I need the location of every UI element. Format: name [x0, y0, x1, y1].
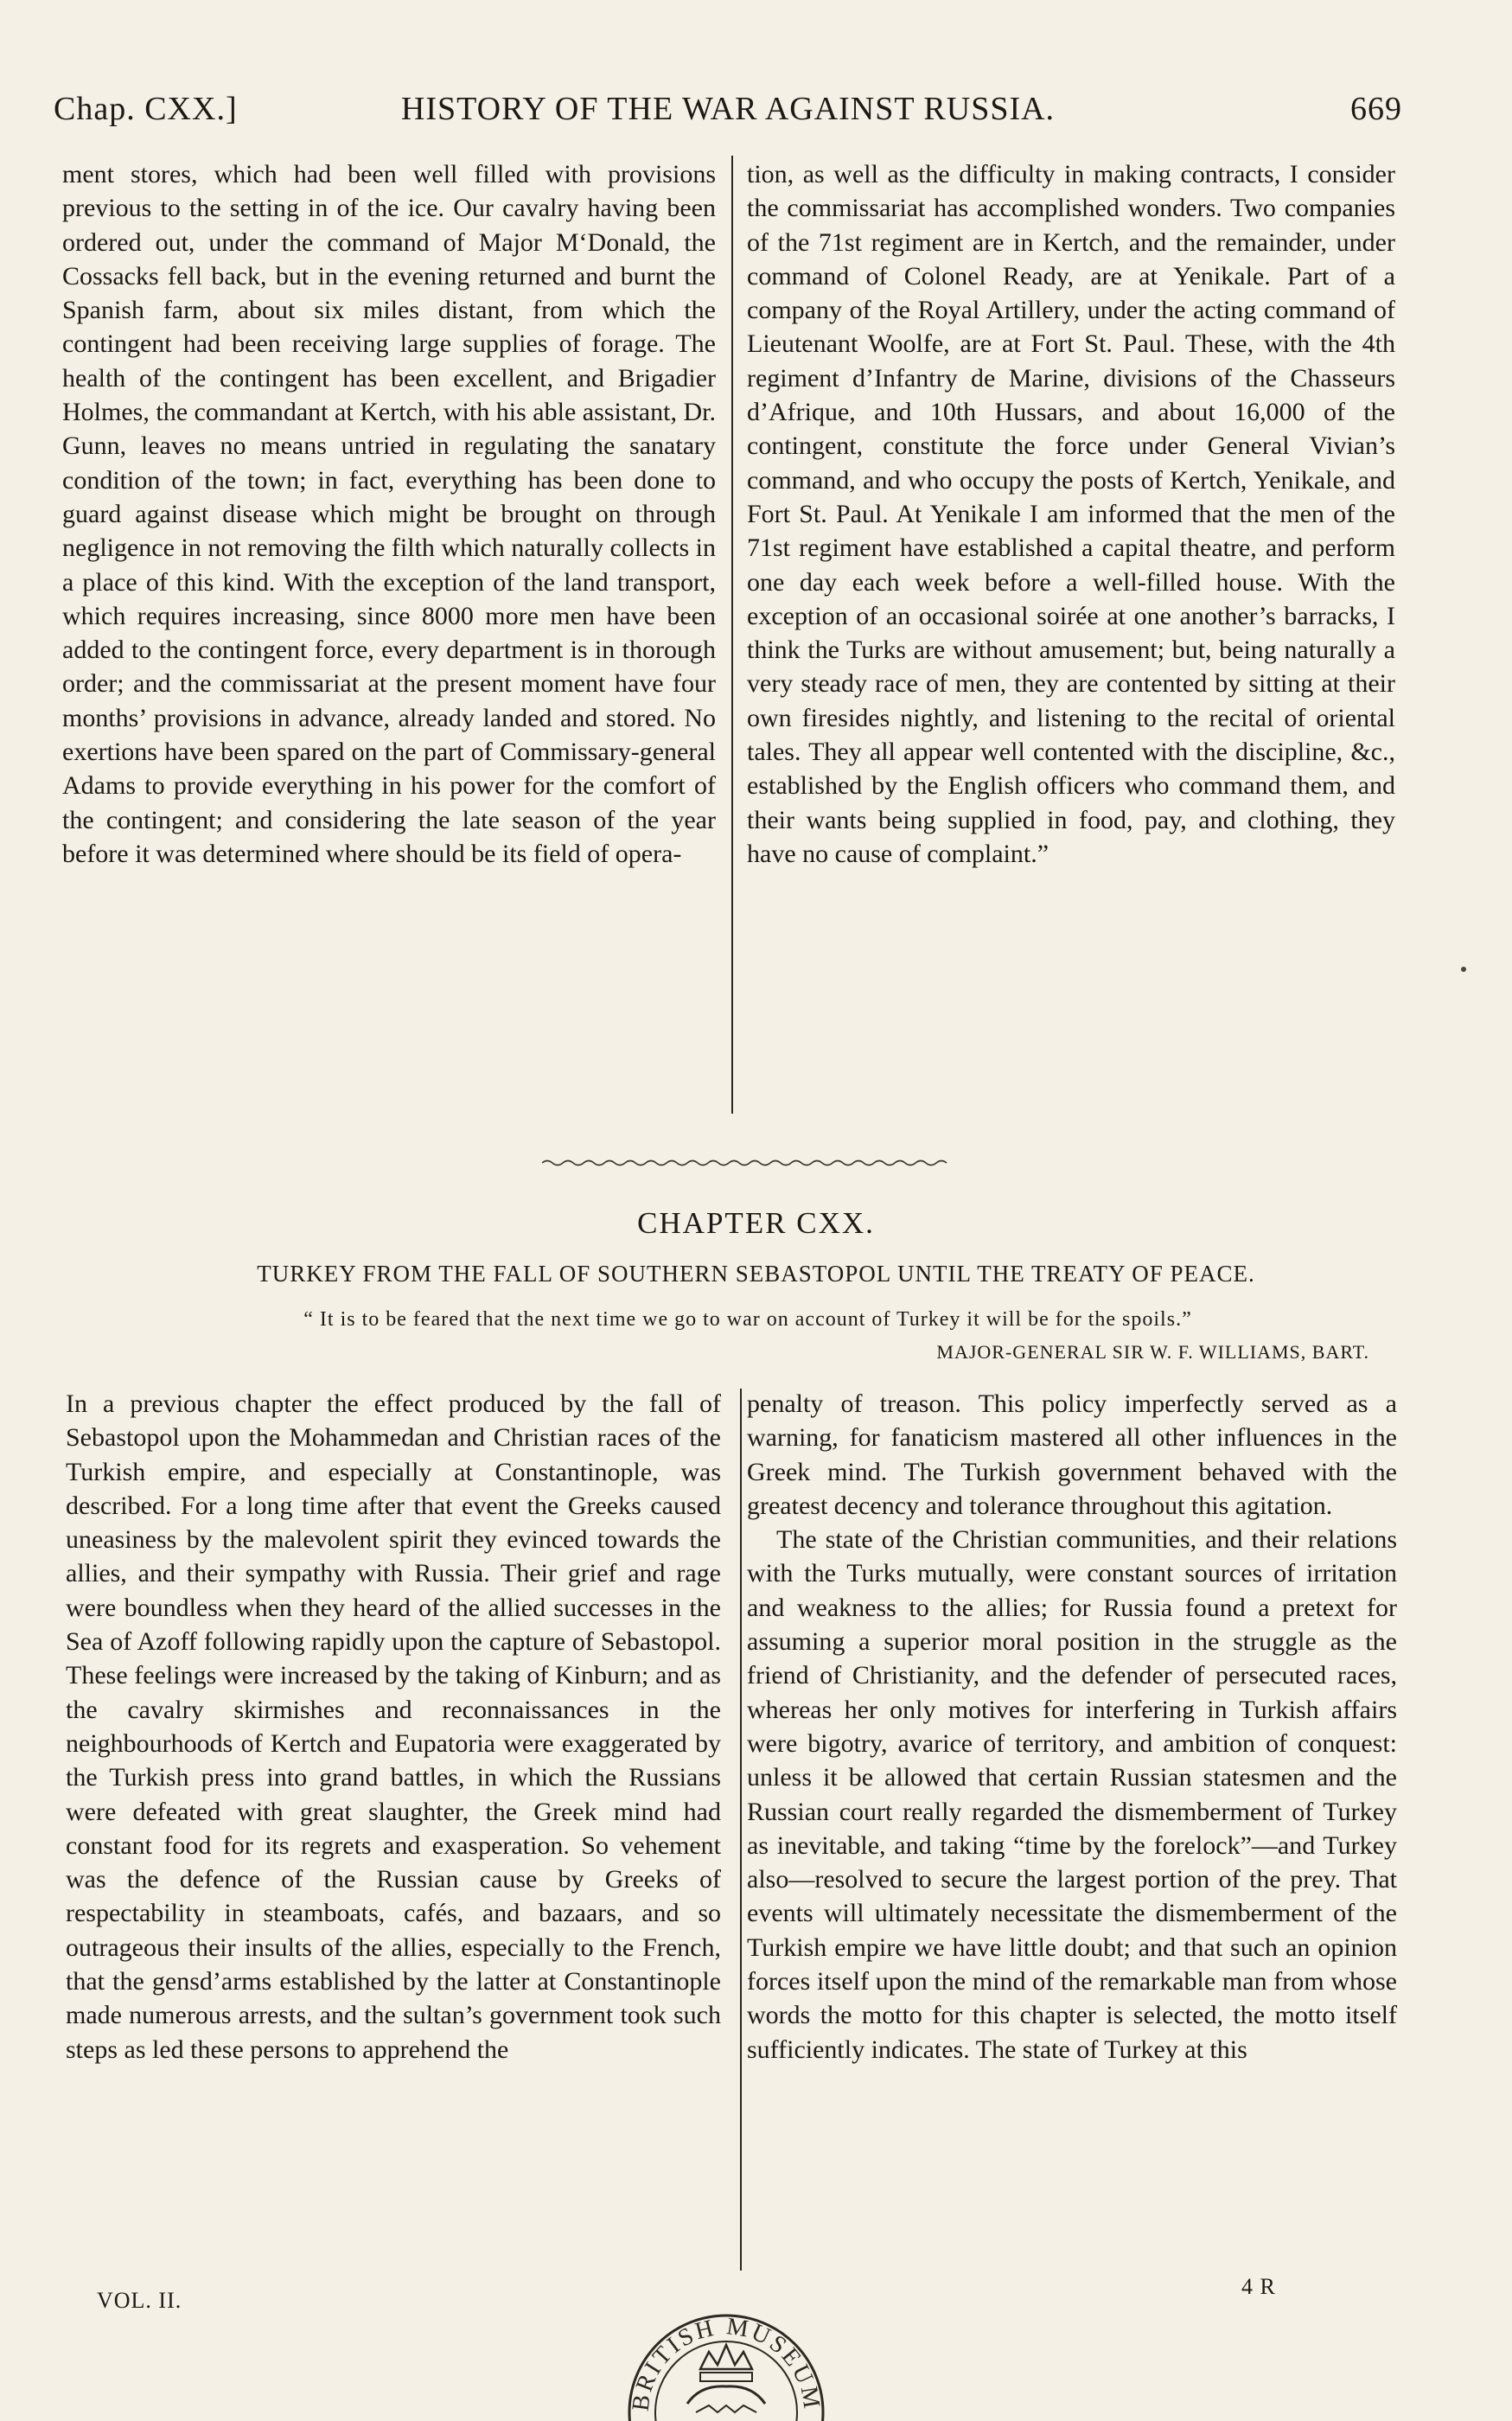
- bottom-left-paragraph: In a previous chapter the effect produced by the fall of Sebastopol upon the Mohammedan and Christian races of the Turkish empire, and especially at Constantinople, was described. For a long time after that event the Greeks caused uneasiness by the malevolent spirit they evinced towards the allies, and their sympathy with Russia. Their grief and rage were boundless when they heard of the allied successes in the Sea of Azoff following rapidly upon the capture of Sebastopol. These feelings were increased by the taking of Kinburn; and as the cavalry skirmishes and reconnaissances in the neighbourhoods of Kertch and Eupatoria were exaggerated by the Turkish press into grand battles, in which the Russians were defeated with great slaughter, the Greek mind had constant food for its regrets and exasperation. So vehement was the defence of the Russian cause by Greeks of respectability in steamboats, cafés, and bazaars, and so outrageous their insults of the allies, especially to the French, that the gensd’arms established by the latter at Constantinople made numerous arrests, and the sultan’s government took such steps as led these persons to apprehend the: [66, 1389, 721, 2064]
- epigraph-attribution: MAJOR-GENERAL SIR W. F. WILLIAMS, BART.: [936, 1341, 1369, 1363]
- running-head: [54, 83, 1402, 131]
- crown-icon: [700, 2345, 752, 2369]
- bottom-left-column: [66, 1387, 721, 2066]
- page-number: 669: [1350, 91, 1402, 127]
- top-left-column: [62, 157, 716, 871]
- column-divider-bottom: [740, 1389, 742, 2271]
- paper-speck: [1461, 967, 1466, 972]
- library-stamp: [614, 2283, 839, 2421]
- chapter-heading: CHAPTER CXX.: [637, 1206, 875, 1240]
- top-right-paragraph: tion, as well as the difficulty in making contracts, I consider the commissariat has accomplished wonders. Two companies of the 71st regiment are in Kertch, and the remainder, under command of Colonel Ready, are at Yenikale. Part of a company of the Royal Artillery, under the acting command of Lieutenant Woolfe, are at Fort St. Paul. These, with the 4th regiment d’Infantry de Marine, divisions of the Chasseurs d’Afrique, and 10th Hussars, and about 16,000 of the contingent, constitute the force under General Vivian’s command, and who occupy the posts of Kertch, Yenikale, and Fort St. Paul. At Yenikale I am informed that the men of the 71st regiment have established a capital theatre, and perform one day each week before a well-filled house. With the exception of an occasional soirée at one another’s barracks, I think the Turks are without amusement; but, being naturally a very steady race of men, they are contented by sitting at their own firesides nightly, and listening to the recital of oriental tales. They all appear well contented with the discipline, &c., established by the English officers who command them, and their wants being supplied in food, pay, and clothing, they have no cause of complaint.”: [747, 160, 1395, 868]
- top-left-paragraph: ment stores, which had been well filled with provisions previous to the setting in of the ice. Our cavalry having been ordered out, under the command of Major M‘Donald, the Cossacks fell back, but in the evening returned and burnt the Spanish farm, about six miles distant, from which the contingent had been receiving large supplies of forage. The health of the contingent has been excellent, and Brigadier Holmes, the commandant at Kertch, with his able assistant, Dr. Gunn, leaves no means untried in regulating the sanatary condition of the town; in fact, everything has been done to guard against disease which might be brought on through negligence in not removing the filth which naturally collects in a place of this kind. With the exception of the land transport, which requires increasing, since 8000 more men have been added to the contingent force, every department is in thorough order; and the commissariat at the present moment have four months’ provisions in advance, already landed and stored. No exertions have been spared on the part of Commissary-general Adams to provide everything in his power for the comfort of the contingent; and considering the late season of the year before it was determined where should be its field of opera-: [62, 160, 716, 868]
- stamp-text: BRITISH MUSEUM: [627, 2313, 826, 2413]
- running-title: HISTORY OF THE WAR AGAINST RUSSIA.: [400, 91, 1056, 127]
- epigraph: “ It is to be feared that the next time we go to war on account of Turkey it will be for the spoils.”: [303, 1308, 1192, 1331]
- top-right-column: [747, 157, 1395, 871]
- wavy-separator: [542, 1159, 953, 1167]
- bottom-right-paragraph-1: penalty of treason. This policy imperfectly served as a warning, for fanaticism mastered all other influences in the Greek mind. The Turkish government behaved with the greatest decency and tolerance throughout this agitation.: [747, 1389, 1397, 1520]
- bottom-right-column: [747, 1387, 1397, 2066]
- signature-mark: 4 R: [1241, 2274, 1276, 2299]
- chapter-subtitle: TURKEY FROM THE FALL OF SOUTHERN SEBASTOPOL UNTIL THE TREATY OF PEACE.: [257, 1261, 1255, 1287]
- chapter-reference: Chap. CXX.]: [54, 91, 238, 127]
- column-divider-top: [731, 156, 733, 1114]
- volume-label: VOL. II.: [97, 2288, 182, 2313]
- bottom-right-paragraph-2: The state of the Christian communities, and their relations with the Turks mutually, were constant sources of irritation and weakness to the allies; for Russia found a pretext for assuming a superior moral position in the struggle as the friend of Christianity, and the defender of persecuted races, whereas her only motives for interfering in Turkish affairs were bigotry, avarice of territory, and ambition of conquest: unless it be allowed that certain Russian statesmen and the Russian court really regarded the dismemberment of Turkey as inevitable, and taking “time by the forelock”—and Turkey also—resolved to secure the largest portion of the prey. That events will ultimately necessitate the dismemberment of the Turkish empire we have little doubt; and that such an opinion forces itself upon the mind of the remarkable man from whose words the motto for this chapter is selected, the motto itself sufficiently indicates. The state of Turkey at this: [747, 1525, 1397, 2064]
